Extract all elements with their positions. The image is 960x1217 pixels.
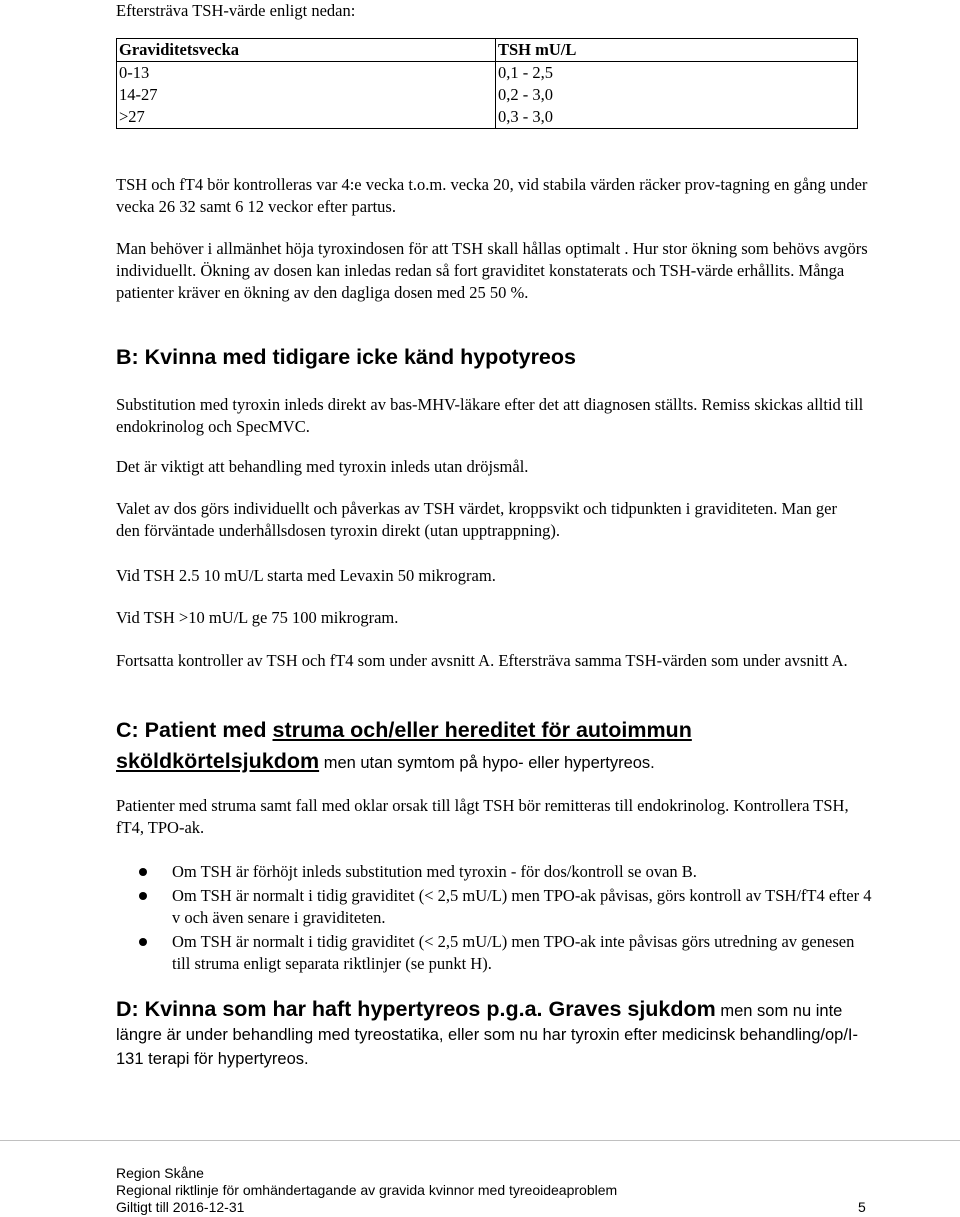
table-row (117, 84, 858, 106)
table-cell: 14-27 (117, 84, 496, 106)
section-b-paragraph: Substitution med tyroxin inleds direkt av bas-MHV-läkare efter det att diagnosen ställts. Remiss skickas alltid till endokrinolog och SpecMVC. (116, 395, 864, 436)
section-c-bullet-list (116, 861, 876, 975)
table-header-cell: Graviditetsvecka (117, 39, 496, 62)
section-d-heading (116, 997, 874, 1071)
page-number: 5 (858, 1199, 866, 1215)
section-d-heading-bold: D: Kvinna som har haft hypertyreos p.g.a. Graves sjukdom (116, 997, 716, 1021)
section-d-heading-rest: men som nu inte längre är under behandling med tyreostatika, eller som nu har tyroxin efter medicinsk behandling/op/I-131 terapi för hypertyreos. (116, 1002, 858, 1068)
section-b-paragraph: Fortsatta kontroller av TSH och fT4 som under avsnitt A. Eftersträva samma TSH-värden som under avsnitt A. (116, 651, 848, 670)
section-c-paragraph: Patienter med struma samt fall med oklar orsak till lågt TSH bör remitteras till endokrinolog. Kontrollera TSH, fT4, TPO-ak. (116, 796, 849, 837)
table-row (117, 62, 858, 85)
section-b-paragraph: Valet av dos görs individuellt och påverkas av TSH värdet, kroppsvikt och tidpunkten i graviditeten. Man ger den förväntade underhållsdosen tyroxin direkt (utan upptrappning). (116, 499, 837, 540)
section-b-paragraph: Vid TSH >10 mU/L ge 75 100 mikrogram. (116, 608, 399, 627)
section-c-heading (116, 715, 836, 779)
table-header-cell: TSH mU/L (496, 39, 858, 62)
table-cell: 0,2 - 3,0 (498, 85, 553, 104)
table-cell: >27 (117, 106, 496, 129)
footer-valid-date: Giltigt till 2016-12-31 (116, 1199, 245, 1215)
intro-text: Eftersträva TSH-värde enligt nedan: (116, 1, 356, 20)
footer-title: Regional riktlinje för omhändertagande av gravida kvinnor med tyreoideaproblem (116, 1182, 618, 1198)
section-c-heading-prefix: C: Patient med (116, 718, 273, 742)
section-c-heading-underlined: struma och/eller hereditet för autoimmun sköldkörtelsjukdom (116, 718, 692, 773)
section-c-heading-suffix: men utan symtom på hypo- eller hypertyreos. (319, 754, 655, 772)
footer-org: Region Skåne (116, 1165, 204, 1181)
tsh-table (116, 38, 858, 129)
table-header-row (117, 39, 858, 62)
section-b-paragraph: Det är viktigt att behandling med tyroxin inleds utan dröjsmål. (116, 457, 529, 476)
list-item: Om TSH är normalt i tidig graviditet (< 2,5 mU/L) men TPO-ak påvisas, görs kontroll av TSH/fT4 efter 4 v och även senare i graviditeten. (116, 885, 876, 929)
section-b-paragraph: Vid TSH 2.5 10 mU/L starta med Levaxin 50 mikrogram. (116, 566, 496, 585)
paragraph-tsh-control: TSH och fT4 bör kontrolleras var 4:e vecka t.o.m. vecka 20, vid stabila värden räcker prov-tagning en gång under vecka 26 32 samt 6 12 veckor efter partus. (116, 175, 868, 216)
list-item: Om TSH är förhöjt inleds substitution med tyroxin - för dos/kontroll se ovan B. (116, 861, 876, 883)
table-row (117, 106, 858, 129)
table-cell: 0,3 - 3,0 (498, 107, 553, 126)
paragraph-dose-increase: Man behöver i allmänhet höja tyroxindosen för att TSH skall hållas optimalt . Hur stor ökning som behövs avgörs individuellt. Ökning av dosen kan inledas redan så fort graviditet konstaterats och TSH-värde erhållits. Många patienter kräver en ökning av den dagliga dosen med 25 50 %. (116, 239, 868, 302)
list-item: Om TSH är normalt i tidig graviditet (< 2,5 mU/L) men TPO-ak inte påvisas görs utredning av genesen till struma enligt separata riktlinjer (se punkt H). (116, 931, 876, 975)
table-cell: 0-13 (117, 62, 496, 85)
page-footer (0, 1140, 960, 1215)
table-cell: 0,1 - 2,5 (498, 63, 553, 82)
section-b-heading: B: Kvinna med tidigare icke känd hypotyreos (116, 345, 576, 369)
